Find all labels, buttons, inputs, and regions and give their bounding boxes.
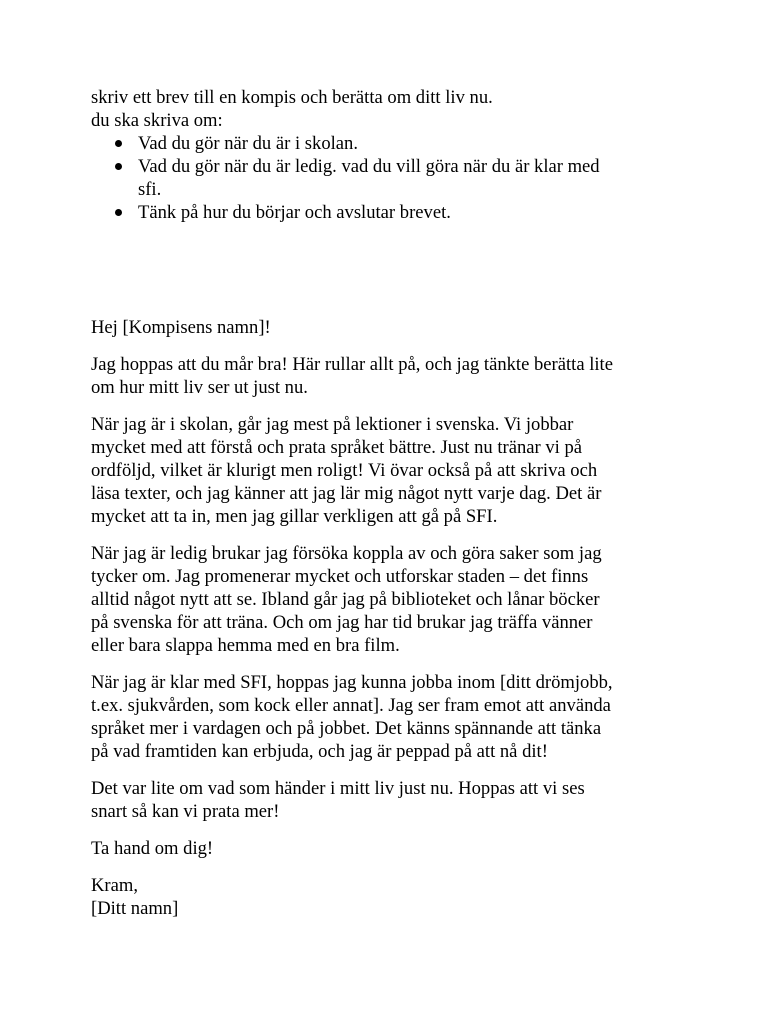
list-item-text: Vad du gör när du är i skolan. <box>138 133 358 154</box>
list-item <box>91 132 681 155</box>
paragraph-line: på svenska för att träna. Och om jag har tid brukar jag träffa vänner <box>91 612 593 633</box>
instructions-intro: skriv ett brev till en kompis och berätta om ditt liv nu. <box>91 87 493 108</box>
letter-signoff <box>91 874 691 920</box>
paragraph-line: alltid något nytt att se. Ibland går jag på biblioteket och lånar böcker <box>91 589 600 610</box>
paragraph-line: När jag är i skolan, går jag mest på lektioner i svenska. Vi jobbar <box>91 414 574 435</box>
paragraph-line: mycket med att förstå och prata språket bättre. Just nu tränar vi på <box>91 437 583 458</box>
bullet-icon <box>115 209 122 216</box>
paragraph-line: språket mer i vardagen och på jobbet. Det känns spännande att tänka <box>91 718 602 739</box>
paragraph-line: läsa texter, och jag känner att jag lär mig något nytt varje dag. Det är <box>91 483 602 504</box>
bullet-icon <box>115 163 122 170</box>
letter-paragraph <box>91 353 691 399</box>
paragraph-line: När jag är klar med SFI, hoppas jag kunna jobba inom [ditt drömjobb, <box>91 672 613 693</box>
paragraph-line: snart så kan vi prata mer! <box>91 801 280 822</box>
paragraph-line: om hur mitt liv ser ut just nu. <box>91 377 308 398</box>
signature-text: [Ditt namn] <box>91 898 179 919</box>
instructions-subheading: du ska skriva om: <box>91 110 223 131</box>
paragraph-line: på vad framtiden kan erbjuda, och jag är peppad på att nå dit! <box>91 741 548 762</box>
paragraph-line: Det var lite om vad som händer i mitt liv just nu. Hoppas att vi ses <box>91 778 585 799</box>
list-item <box>91 201 681 224</box>
paragraph-line: eller bara slappa hemma med en bra film. <box>91 635 400 656</box>
bullet-icon <box>115 140 122 147</box>
instructions-list <box>91 132 681 224</box>
letter-farewell <box>91 837 691 860</box>
paragraph-line: mycket att ta in, men jag gillar verkligen att gå på SFI. <box>91 506 498 527</box>
letter-paragraph <box>91 777 691 823</box>
greeting-text: Hej [Kompisens namn]! <box>91 317 271 338</box>
letter-paragraph <box>91 413 691 528</box>
paragraph-line: När jag är ledig brukar jag försöka koppla av och göra saker som jag <box>91 543 602 564</box>
letter-body <box>91 316 691 934</box>
list-item-text: Vad du gör när du är ledig. vad du vill göra när du är klar med <box>138 156 600 177</box>
instructions-section <box>91 86 681 224</box>
list-item-text: Tänk på hur du börjar och avslutar brevet. <box>138 202 451 223</box>
list-item <box>91 155 681 201</box>
farewell-text: Ta hand om dig! <box>91 838 214 859</box>
paragraph-line: t.ex. sjukvården, som kock eller annat]. Jag ser fram emot att använda <box>91 695 611 716</box>
letter-paragraph <box>91 671 691 763</box>
letter-greeting <box>91 316 691 339</box>
closing-text: Kram, <box>91 875 138 896</box>
paragraph-line: ordföljd, vilket är klurigt men roligt! Vi övar också på att skriva och <box>91 460 598 481</box>
list-item-text-continued: sfi. <box>138 179 162 200</box>
paragraph-line: tycker om. Jag promenerar mycket och utforskar staden – det finns <box>91 566 589 587</box>
paragraph-line: Jag hoppas att du mår bra! Här rullar allt på, och jag tänkte berätta lite <box>91 354 613 375</box>
letter-paragraph <box>91 542 691 657</box>
